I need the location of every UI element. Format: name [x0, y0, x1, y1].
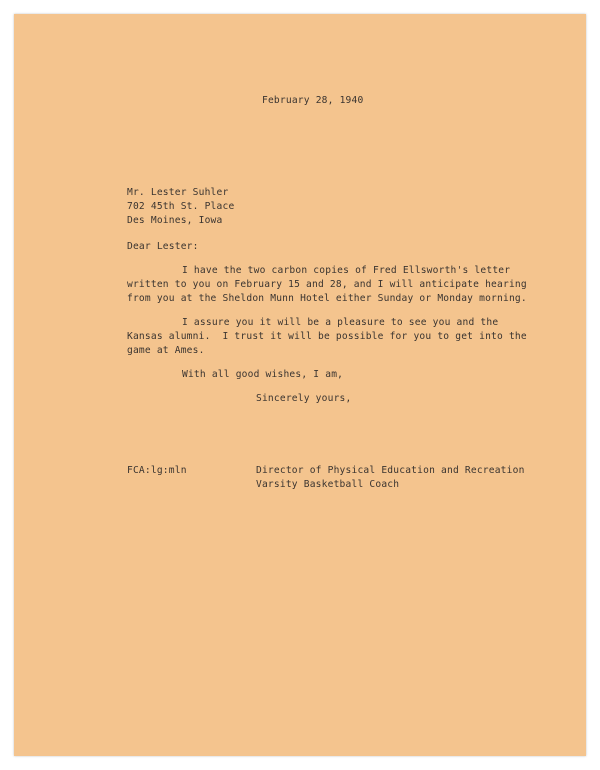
- typist-initials: FCA:lg:mln: [127, 465, 187, 476]
- paragraph-1-line-1: I have the two carbon copies of Fred Ellsworth's letter: [182, 265, 511, 276]
- paragraph-2-line-1: I assure you it will be a pleasure to see you and the: [182, 317, 499, 328]
- paragraph-1-line-2: written to you on February 15 and 28, and I will anticipate hearing: [127, 279, 527, 290]
- signature-title-2: Varsity Basketball Coach: [256, 479, 400, 490]
- letter-date: February 28, 1940: [262, 95, 364, 106]
- recipient-street: 702 45th St. Place: [127, 201, 235, 212]
- recipient-name: Mr. Lester Suhler: [127, 187, 229, 198]
- recipient-city: Des Moines, Iowa: [127, 215, 223, 226]
- paragraph-3: With all good wishes, I am,: [182, 369, 344, 380]
- salutation: Dear Lester:: [127, 241, 199, 252]
- signature-title-1: Director of Physical Education and Recreation: [256, 465, 525, 476]
- paragraph-2-line-3: game at Ames.: [127, 345, 205, 356]
- paragraph-2-line-2: Kansas alumni. I trust it will be possible for you to get into the: [127, 331, 527, 342]
- paragraph-1-line-3: from you at the Sheldon Munn Hotel either Sunday or Monday morning.: [127, 293, 527, 304]
- letter-page: [14, 14, 586, 756]
- closing: Sincerely yours,: [256, 393, 352, 404]
